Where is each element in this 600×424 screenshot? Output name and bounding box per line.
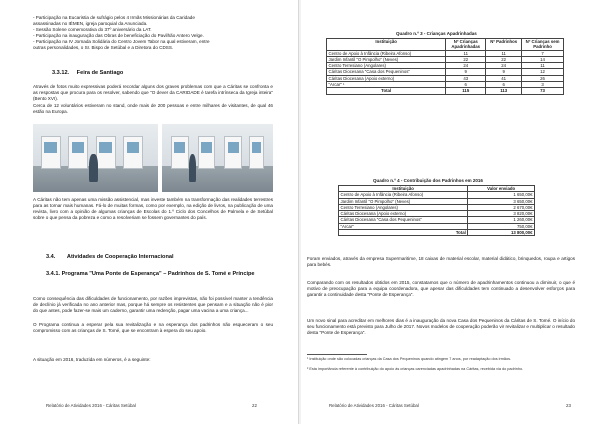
table-cell: "Arcar" ¹ bbox=[327, 82, 446, 88]
table-cell: Centro de Apoio à Infância (Ribeira Afonso) bbox=[327, 50, 446, 56]
table-cell: 14 bbox=[522, 56, 564, 62]
table-cell: 13 800,00€ bbox=[468, 230, 535, 236]
section-title: Atividades de Cooperação Internacional bbox=[66, 254, 174, 260]
right-page bbox=[301, 0, 600, 424]
table-cell: 43 bbox=[446, 75, 486, 81]
intro-line: outras personalidades, o Sr. Bispo de Setúbal e a Diretora do CDSS. bbox=[33, 45, 174, 51]
table-cell: 1 650,00€ bbox=[468, 192, 535, 198]
table-cell: 22 bbox=[486, 56, 522, 62]
table-header: Instituição bbox=[339, 186, 468, 192]
table-cell: 11 bbox=[522, 63, 564, 69]
intro-line: - Participação na Eucaristia de sufrágio pelos 4 Irmãs Missionárias da Caridade bbox=[33, 15, 195, 20]
page-number: 23 bbox=[566, 403, 571, 408]
footnote-2: ² Esta importância referente à contribuição do apoio às crianças carenciadas apadrinhadas na Cáritas, recebida via do padrinho. bbox=[307, 367, 524, 371]
closing-line: A situação em 2016, traduzida em números, é a seguinte: bbox=[33, 357, 151, 362]
intro-list bbox=[33, 15, 273, 52]
table-cell: Total bbox=[339, 230, 468, 236]
table-cell: Cáritas Diocesana (Apoio externo) bbox=[339, 211, 468, 217]
feira-paragraph-2: Cerca de 12 voluntários estiveram no stand, onde mais de 200 pessoas e entre milhares de visitantes, de qual 46 estão na Europa. bbox=[33, 103, 273, 115]
intro-line: - Sessão Solene comemorativa do 37º aniversário da LAT. bbox=[33, 27, 152, 33]
table-cell: 7 bbox=[522, 50, 564, 56]
table-cell: Cáritas Diocesana (Apoio externo) bbox=[327, 75, 446, 81]
program-paragraph: Como consequência das dificuldades de funcionamento, por razões imprevistas, não foi possível manter a tendência de declínio já verificada no ano anterior mas, porque há sempre os resistentes que pensam e a situação não é pior do que antes, pode fazer-se mais um caderno, garantir uma redenção, pagar uma vacina a uma criança... bbox=[33, 296, 273, 314]
table-cell: Cáritas Diocesana "Casa dos Pequeninos" bbox=[327, 69, 446, 75]
comparison-paragraph: Comparando com os resultados obtidos em 2015, constatamos que o número de apadrinhamentos continuou a diminuir, o que é motivo de preocupação para a equipa coordenadora, que apesar das dificuldades tem continuado a desenvolver esforços para garantir a continuidade desta "Ponte de Esperança". bbox=[307, 280, 575, 298]
table-cell: 3 820,00€ bbox=[468, 211, 535, 217]
feira-paragraph: Através de fotos muito expressivas poderá recordar alguns dos graves problemas com que a Cáritas se confronta e as respostas que procura para os resolver, sabendo que "O dever da CARIDADE é tarefa intrínseca da Igreja inteira" (Bento XVI). bbox=[33, 84, 273, 102]
table-cell: 1 260,00€ bbox=[468, 217, 535, 223]
table-header-row bbox=[327, 39, 564, 51]
section-heading-3-3-12 bbox=[52, 70, 123, 76]
table-header: Valor enviado bbox=[468, 186, 535, 192]
table-cell: 24 bbox=[446, 63, 486, 69]
section-number: 3.4. bbox=[46, 254, 56, 260]
section-number: 3.3.12. bbox=[52, 70, 70, 76]
page-footer: Relatório de Atividades 2016 - Cáritas Setúbal bbox=[329, 403, 419, 408]
table-cell: Centro Terresiano (Angolares) bbox=[339, 204, 468, 210]
table-total-row bbox=[339, 230, 535, 236]
table-cell: 11 bbox=[486, 50, 522, 56]
section-title: Programa "Uma Ponte de Esperança" – Padrinhos de S. Tomé e Príncipe bbox=[61, 271, 255, 277]
intro-line: - Participação na inauguração das Obras de beneficiação do Pavilhão Antero Velge. bbox=[33, 33, 204, 39]
left-page bbox=[0, 0, 299, 424]
table-cell: 115 bbox=[446, 88, 486, 94]
table-cell: Jardim Infantil "O Pimpolho" (Neves) bbox=[327, 56, 446, 62]
table-cell: 26 bbox=[522, 75, 564, 81]
shipment-paragraph: Foram enviados, através da empresa Supermaritime, 18 caixas de material escolar, material didático, brinquedos, roupa e artigos para bebés. bbox=[307, 256, 575, 268]
new-house-paragraph: Um novo sinal para acreditar em melhores dias é a inauguração da nova Casa dos Pequeninos da Cáritas de S. Tomé. O início do seu funcionamento está previsto para Julho de 2017. Novos modelos de cooperação poderão vir revitalizar e multiplicar o resultado desta "Ponte de Esperança". bbox=[307, 318, 575, 336]
table-total-row bbox=[327, 88, 564, 94]
feira-photo-2 bbox=[162, 124, 273, 192]
table-cell: Jardim Infantil "O Pimpolho" (Neves) bbox=[339, 198, 468, 204]
table-cell: 750,00€ bbox=[468, 223, 535, 229]
table-cell: 6 bbox=[486, 82, 522, 88]
table-cell: 3 650,00€ bbox=[468, 198, 535, 204]
footnote-divider bbox=[307, 354, 367, 355]
table-header: Nº Crianças sem Padrinho bbox=[522, 39, 564, 51]
table-header: Nº Padrinhos bbox=[486, 39, 522, 51]
contribution-table bbox=[338, 185, 535, 236]
table-cell: Centro de Apoio à Infância (Ribeira Afonso) bbox=[339, 192, 468, 198]
table-cell: 12 bbox=[522, 69, 564, 75]
page-number: 22 bbox=[252, 403, 257, 408]
section-number: 3.4.1. bbox=[46, 271, 60, 277]
table-cell: 11 bbox=[446, 50, 486, 56]
feira-photo-1 bbox=[33, 124, 158, 192]
table-cell: Centro Terresiano (Angolares) bbox=[327, 63, 446, 69]
page-footer: Relatório de Atividades 2016 - Cáritas Setúbal bbox=[46, 403, 136, 408]
section-title: Feira de Santiago bbox=[76, 70, 124, 76]
table-header: Nº Crianças Apadrinhadas bbox=[446, 39, 486, 51]
table4-caption: Quadro n.º 4 - Contribuição dos Padrinhos em 2016 bbox=[373, 178, 483, 183]
table-cell: 6 bbox=[446, 82, 486, 88]
table-cell: 41 bbox=[486, 75, 522, 81]
table-cell: 22 bbox=[446, 56, 486, 62]
table-cell: 113 bbox=[486, 88, 522, 94]
table-cell: 24 bbox=[486, 63, 522, 69]
intro-line: assassinadas no IÉMEN, igreja paroquial da Anunciada. bbox=[33, 21, 148, 27]
table-header: Instituição bbox=[327, 39, 446, 51]
table-cell: 9 bbox=[486, 69, 522, 75]
table-cell: 3 bbox=[522, 82, 564, 88]
table-cell: 73 bbox=[522, 88, 564, 94]
table-cell: Cáritas Diocesana "Casa dos Pequeninos" bbox=[339, 217, 468, 223]
table-cell: Total bbox=[327, 88, 446, 94]
table-cell: 2 670,00€ bbox=[468, 204, 535, 210]
intro-line: - Participação na IV Jornada Solidária do Centro Jovem Tabor na qual estiveram, entre bbox=[33, 39, 210, 45]
section-heading-3-4-1 bbox=[46, 270, 256, 278]
table-cell: "Arcar" bbox=[339, 223, 468, 229]
table3-caption: Quadro n.º 3 - Crianças Apadrinhadas bbox=[396, 31, 477, 36]
table-cell: 9 bbox=[446, 69, 486, 75]
footnote-1: ¹ Instituição onde são colocadas crianças da Casa dos Pequeninos quando atingem 7 anos, por readaptação dos irmãos. bbox=[307, 357, 512, 361]
caritas-paragraph: A Cáritas não tem apenas uma missão assistencial, mas investe também na transformação das realidades terrestres para as tornar mais humanas. Fá-lo de muitas formas, como por exemplo, na edição de livros, na publicação de uma revista, livro com a opinião de algumas crianças de Escolas do 1.º Ciclo dos Concelhos de Palmela e de Setúbal sobre o que pensa da pobreza e como a resolveriam se fossem governantes do país. bbox=[33, 197, 273, 221]
section-heading-3-4 bbox=[46, 254, 174, 260]
children-table bbox=[326, 38, 564, 95]
program-paragraph-2: O Programa continua a esperar pela sua revitalização e na esperança dos padrinhos não esqueceram o seu compromisso com as crianças de S. Tomé, que se encontram à espera do seu apoio. bbox=[33, 322, 273, 334]
